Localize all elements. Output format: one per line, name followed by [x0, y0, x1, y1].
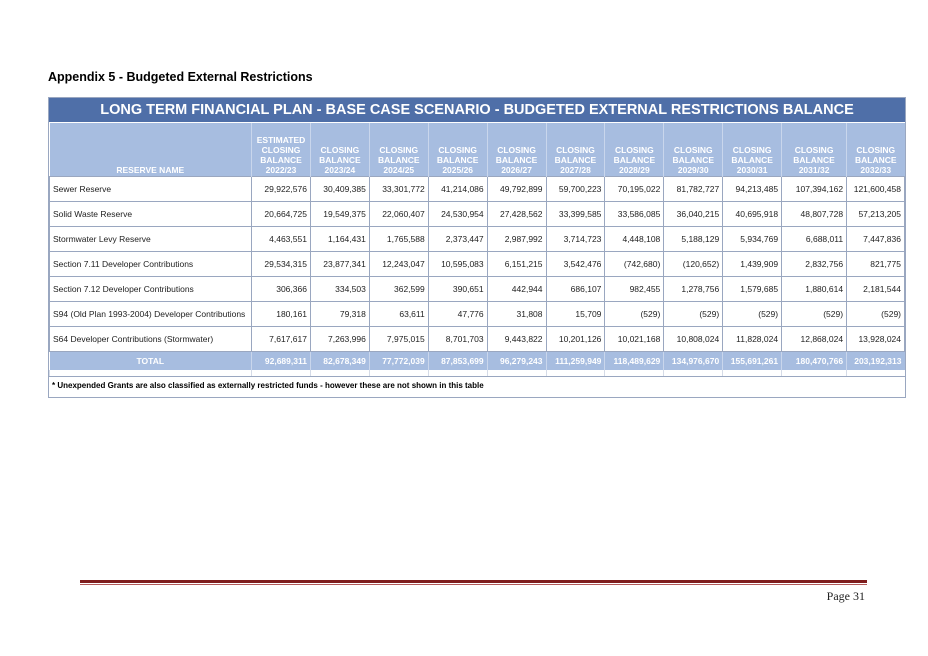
total-cell: 118,489,629 — [605, 352, 664, 371]
balance-cell: 12,868,024 — [782, 327, 847, 352]
balance-cell: 12,243,047 — [369, 252, 428, 277]
total-cell: 87,853,699 — [428, 352, 487, 371]
table-header-row — [50, 123, 905, 177]
balance-cell: 3,714,723 — [546, 227, 605, 252]
balance-cell: 33,586,085 — [605, 202, 664, 227]
total-cell: 111,259,949 — [546, 352, 605, 371]
balance-cell: (529) — [723, 302, 782, 327]
column-header-year: CLOSING BALANCE 2029/30 — [664, 123, 723, 177]
table-row — [50, 202, 905, 227]
balance-cell: 7,975,015 — [369, 327, 428, 352]
balance-cell: (742,680) — [605, 252, 664, 277]
balance-cell: 121,600,458 — [847, 177, 905, 202]
reserve-name-cell: Section 7.11 Developer Contributions — [50, 252, 252, 277]
balance-cell: 390,651 — [428, 277, 487, 302]
balance-cell: 2,832,756 — [782, 252, 847, 277]
balance-cell: 5,188,129 — [664, 227, 723, 252]
total-cell: 92,689,311 — [252, 352, 311, 371]
reserves-table — [49, 123, 905, 376]
balance-cell: (120,652) — [664, 252, 723, 277]
balance-cell: 81,782,727 — [664, 177, 723, 202]
balance-cell: 29,922,576 — [252, 177, 311, 202]
balance-cell: 2,373,447 — [428, 227, 487, 252]
table-row — [50, 277, 905, 302]
balance-cell: 24,530,954 — [428, 202, 487, 227]
balance-cell: 79,318 — [310, 302, 369, 327]
footer-divider-thin — [80, 584, 867, 585]
balance-cell: 10,021,168 — [605, 327, 664, 352]
balance-cell: 27,428,562 — [487, 202, 546, 227]
balance-cell: 94,213,485 — [723, 177, 782, 202]
table-row — [50, 252, 905, 277]
balance-cell: 362,599 — [369, 277, 428, 302]
table-row — [50, 177, 905, 202]
reserve-name-cell: S94 (Old Plan 1993-2004) Developer Contributions — [50, 302, 252, 327]
footer-divider — [80, 580, 867, 583]
financial-plan-table — [48, 97, 906, 398]
table-row — [50, 327, 905, 352]
balance-cell: 59,700,223 — [546, 177, 605, 202]
balance-cell: 6,688,011 — [782, 227, 847, 252]
column-header-year: CLOSING BALANCE 2028/29 — [605, 123, 664, 177]
balance-cell: (529) — [605, 302, 664, 327]
balance-cell: 107,394,162 — [782, 177, 847, 202]
column-header-year: CLOSING BALANCE 2027/28 — [546, 123, 605, 177]
balance-cell: 40,695,918 — [723, 202, 782, 227]
balance-cell: 686,107 — [546, 277, 605, 302]
balance-cell: 9,443,822 — [487, 327, 546, 352]
balance-cell: 4,463,551 — [252, 227, 311, 252]
balance-cell: 821,775 — [847, 252, 905, 277]
balance-cell: 23,877,341 — [310, 252, 369, 277]
total-cell: 82,678,349 — [310, 352, 369, 371]
balance-cell: 15,709 — [546, 302, 605, 327]
total-cell: 180,470,766 — [782, 352, 847, 371]
balance-cell: 8,701,703 — [428, 327, 487, 352]
balance-cell: 180,161 — [252, 302, 311, 327]
balance-cell: 5,934,769 — [723, 227, 782, 252]
column-header-year: CLOSING BALANCE 2025/26 — [428, 123, 487, 177]
balance-cell: 7,617,617 — [252, 327, 311, 352]
column-header-year: CLOSING BALANCE 2026/27 — [487, 123, 546, 177]
balance-cell: 442,944 — [487, 277, 546, 302]
balance-cell: 31,808 — [487, 302, 546, 327]
balance-cell: 49,792,899 — [487, 177, 546, 202]
balance-cell: 70,195,022 — [605, 177, 664, 202]
balance-cell: 33,399,585 — [546, 202, 605, 227]
balance-cell: 10,201,126 — [546, 327, 605, 352]
table-footnote: * Unexpended Grants are also classified as externally restricted funds - however these are not shown in this table — [49, 376, 905, 397]
total-row — [50, 352, 905, 371]
balance-cell: 11,828,024 — [723, 327, 782, 352]
column-header-year: CLOSING BALANCE 2031/32 — [782, 123, 847, 177]
balance-cell: 306,366 — [252, 277, 311, 302]
balance-cell: 1,765,588 — [369, 227, 428, 252]
balance-cell: 10,595,083 — [428, 252, 487, 277]
total-cell: 155,691,261 — [723, 352, 782, 371]
reserve-name-cell: Stormwater Levy Reserve — [50, 227, 252, 252]
balance-cell: 2,987,992 — [487, 227, 546, 252]
balance-cell: 22,060,407 — [369, 202, 428, 227]
balance-cell: (529) — [664, 302, 723, 327]
column-header-year: CLOSING BALANCE 2024/25 — [369, 123, 428, 177]
balance-cell: 57,213,205 — [847, 202, 905, 227]
balance-cell: 41,214,086 — [428, 177, 487, 202]
balance-cell: 13,928,024 — [847, 327, 905, 352]
balance-cell: 33,301,772 — [369, 177, 428, 202]
balance-cell: 1,439,909 — [723, 252, 782, 277]
column-header-year: CLOSING BALANCE 2023/24 — [310, 123, 369, 177]
balance-cell: 6,151,215 — [487, 252, 546, 277]
table-banner-title: LONG TERM FINANCIAL PLAN - BASE CASE SCENARIO - BUDGETED EXTERNAL RESTRICTIONS BALANCE — [49, 98, 905, 123]
column-header-reserve-name: RESERVE NAME — [50, 123, 252, 177]
reserve-name-cell: Solid Waste Reserve — [50, 202, 252, 227]
balance-cell: 3,542,476 — [546, 252, 605, 277]
balance-cell: 20,664,725 — [252, 202, 311, 227]
balance-cell: 19,549,375 — [310, 202, 369, 227]
reserve-name-cell: Sewer Reserve — [50, 177, 252, 202]
balance-cell: 29,534,315 — [252, 252, 311, 277]
balance-cell: 4,448,108 — [605, 227, 664, 252]
balance-cell: 30,409,385 — [310, 177, 369, 202]
balance-cell: 63,611 — [369, 302, 428, 327]
reserve-name-cell: S64 Developer Contributions (Stormwater) — [50, 327, 252, 352]
balance-cell: (529) — [847, 302, 905, 327]
balance-cell: 1,278,756 — [664, 277, 723, 302]
balance-cell: 10,808,024 — [664, 327, 723, 352]
total-label: TOTAL — [50, 352, 252, 371]
column-header-year: CLOSING BALANCE 2032/33 — [847, 123, 905, 177]
appendix-title: Appendix 5 - Budgeted External Restrictions — [48, 70, 313, 84]
balance-cell: 7,447,836 — [847, 227, 905, 252]
balance-cell: 982,455 — [605, 277, 664, 302]
reserve-name-cell: Section 7.12 Developer Contributions — [50, 277, 252, 302]
balance-cell: 1,880,614 — [782, 277, 847, 302]
table-row — [50, 227, 905, 252]
balance-cell: 36,040,215 — [664, 202, 723, 227]
table-row — [50, 302, 905, 327]
balance-cell: (529) — [782, 302, 847, 327]
total-cell: 77,772,039 — [369, 352, 428, 371]
total-cell: 203,192,313 — [847, 352, 905, 371]
total-cell: 134,976,670 — [664, 352, 723, 371]
column-header-year: ESTIMATED CLOSING BALANCE 2022/23 — [252, 123, 311, 177]
balance-cell: 1,579,685 — [723, 277, 782, 302]
balance-cell: 2,181,544 — [847, 277, 905, 302]
balance-cell: 47,776 — [428, 302, 487, 327]
balance-cell: 1,164,431 — [310, 227, 369, 252]
balance-cell: 7,263,996 — [310, 327, 369, 352]
page-number: Page 31 — [826, 589, 865, 603]
total-cell: 96,279,243 — [487, 352, 546, 371]
balance-cell: 48,807,728 — [782, 202, 847, 227]
balance-cell: 334,503 — [310, 277, 369, 302]
column-header-year: CLOSING BALANCE 2030/31 — [723, 123, 782, 177]
